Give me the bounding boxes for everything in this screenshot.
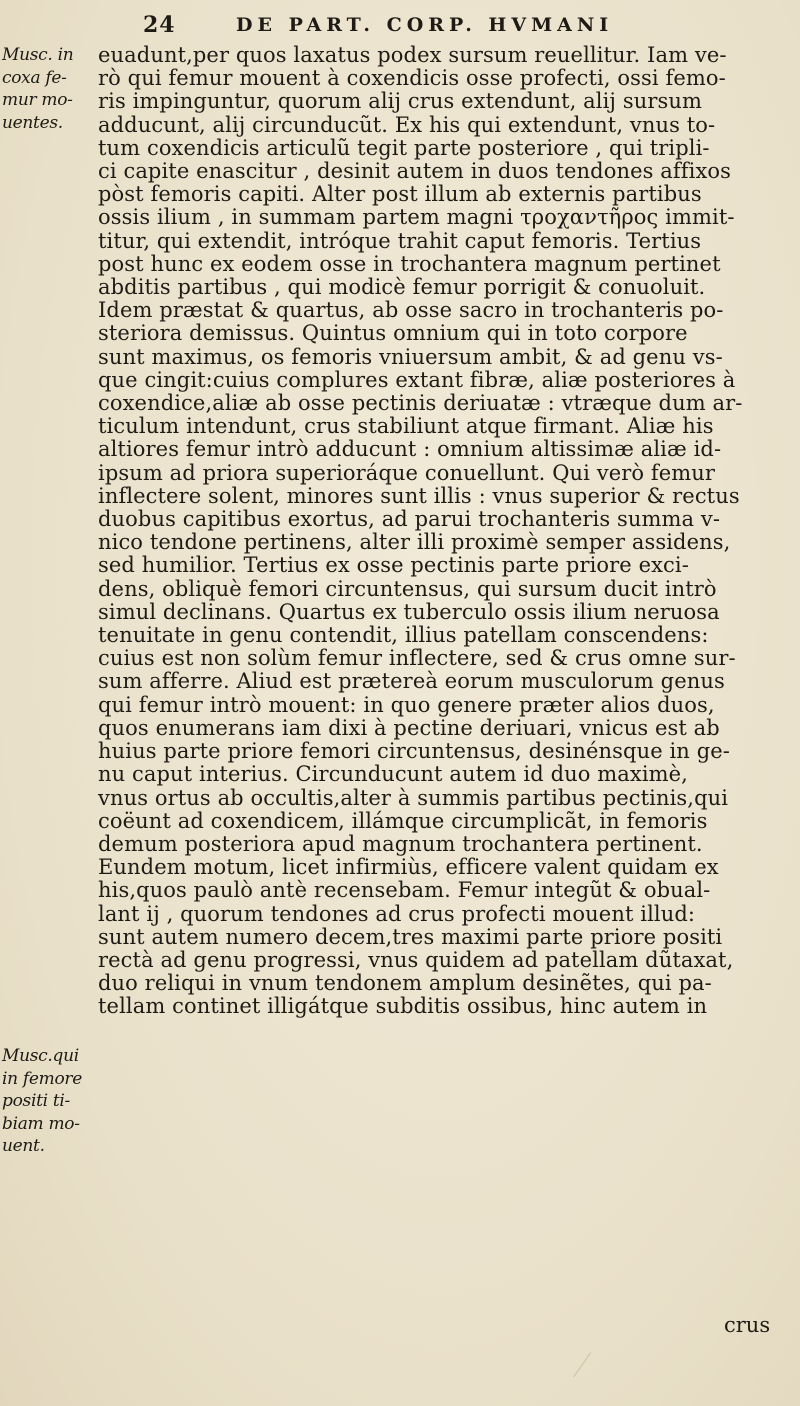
text-line: nico tendone pertinens, alter illi proximè semper assidens, <box>98 530 731 555</box>
text-line: demum posteriora apud magnum trochantera pertinent. <box>98 831 703 856</box>
text-line: lant ij , quorum tendones ad crus profecti mouent illud: <box>98 901 696 926</box>
text-line: coëunt ad coxendicem, illámque circumplicãt, in femoris <box>98 808 708 833</box>
text-line: altiores femur intrò adducunt : omnium altissimæ aliæ id- <box>98 437 722 462</box>
text-line: euadunt,per quos laxatus podex sursum reuellitur. Iam ve- <box>98 43 727 67</box>
text-line: duo reliqui in vnum tendonem amplum desinẽtes, qui pa- <box>98 971 712 996</box>
text-line: duobus capitibus exortus, ad parui trochanteris summa v- <box>98 507 721 532</box>
text-line: ossis ilium , in summam partem magni τροχαντῆρος immit- <box>98 205 735 230</box>
text-line: simul declinans. Quartus ex tuberculo ossis ilium neruosa <box>98 599 720 624</box>
text-line: ipsum ad priora superioráque conuellunt. Qui verò femur <box>98 460 716 485</box>
text-line: tenuitate in genu contendit, illius patellam conscendens: <box>98 623 709 648</box>
text-line: vnus ortus ab occultis,alter à summis partibus pectinis,qui <box>98 785 729 810</box>
text-line: inflectere solent, minores sunt illis : vnus superior & rectus <box>98 483 740 508</box>
body-text <box>98 44 792 1019</box>
text-line: sum afferre. Aliud est prætereà eorum musculorum genus <box>98 669 725 694</box>
text-line: cuius est non solùm femur inflectere, sed & crus omne sur- <box>98 646 736 671</box>
text-line: coxendice,aliæ ab osse pectinis deriuatæ : vtræque dum ar- <box>98 391 743 416</box>
text-line: post hunc ex eodem osse in trochantera magnum pertinet <box>98 251 721 276</box>
text-line: huius parte priore femori circuntensus, desinénsque in ge- <box>98 739 730 764</box>
running-title: DE PART. CORP. HVMANI <box>236 14 614 36</box>
page-header <box>0 12 800 42</box>
text-line: sed humilior. Tertius ex osse pectinis parte priore exci- <box>98 553 689 578</box>
text-line: sunt maximus, os femoris vniuersum ambit, & ad genu vs- <box>98 344 723 369</box>
text-line: adducunt, alij circunducũt. Ex his qui extendunt, vnus to- <box>98 112 716 137</box>
text-line: steriora demissus. Quintus omnium qui in toto corpore <box>98 321 688 346</box>
text-line: tellam continet illigátque subditis ossibus, hinc autem in <box>98 994 708 1019</box>
text-line: quos enumerans iam dixi à pectine deriuari, vnicus est ab <box>98 715 720 740</box>
page-number: 24 <box>143 12 176 38</box>
text-line: ticulum intendunt, crus stabiliunt atque firmant. Aliæ his <box>98 414 714 439</box>
text-line: dens, obliquè femori circuntensus, qui sursum ducit intrò <box>98 576 717 601</box>
text-line: rò qui femur mouent à coxendicis osse profecti, ossi femo- <box>98 66 726 91</box>
margin-note-coxa: Musc. in coxa fe- mur mo- uentes. <box>2 45 74 133</box>
text-line: nu caput interius. Circunducunt autem id duo maximè, <box>98 762 688 787</box>
text-line: abditis partibus , qui modicè femur porrigit & conuoluit. <box>98 275 706 300</box>
text-line: Eundem motum, licet infirmiùs, efficere valent quidam ex <box>98 855 719 880</box>
text-line: rectà ad genu progressi, vnus quidem ad patellam dũtaxat, <box>98 947 734 972</box>
text-line: sunt autem numero decem,tres maximi parte priore positi <box>98 924 723 949</box>
text-line: tum coxendicis articulũ tegit parte posteriore , qui tripli- <box>98 135 710 160</box>
text-line: que cingit:cuius complures extant fibræ, aliæ posteriores à <box>98 367 736 392</box>
text-line: titur, qui extendit, intróque trahit caput femoris. Tertius <box>98 228 702 253</box>
catchword: crus <box>724 1313 771 1337</box>
text-line: pòst femoris capiti. Alter post illum ab externis partibus <box>98 182 702 207</box>
text-line: Idem præstat & quartus, ab osse sacro in trochanteris po- <box>98 298 724 323</box>
margin-note-femore: Musc.qui in femore positi ti- biam mo- uent. <box>2 1046 82 1156</box>
text-line: his,quos paulò antè recensebam. Femur integũt & obual- <box>98 878 711 903</box>
text-line: qui femur intrò mouent: in quo genere præter alios duos, <box>98 692 715 717</box>
text-line: ci capite enascitur , desinit autem in duos tendones affixos <box>98 159 732 184</box>
paper-mark <box>573 1352 606 1387</box>
text-line: ris impinguntur, quorum alij crus extendunt, alij sursum <box>98 89 702 114</box>
